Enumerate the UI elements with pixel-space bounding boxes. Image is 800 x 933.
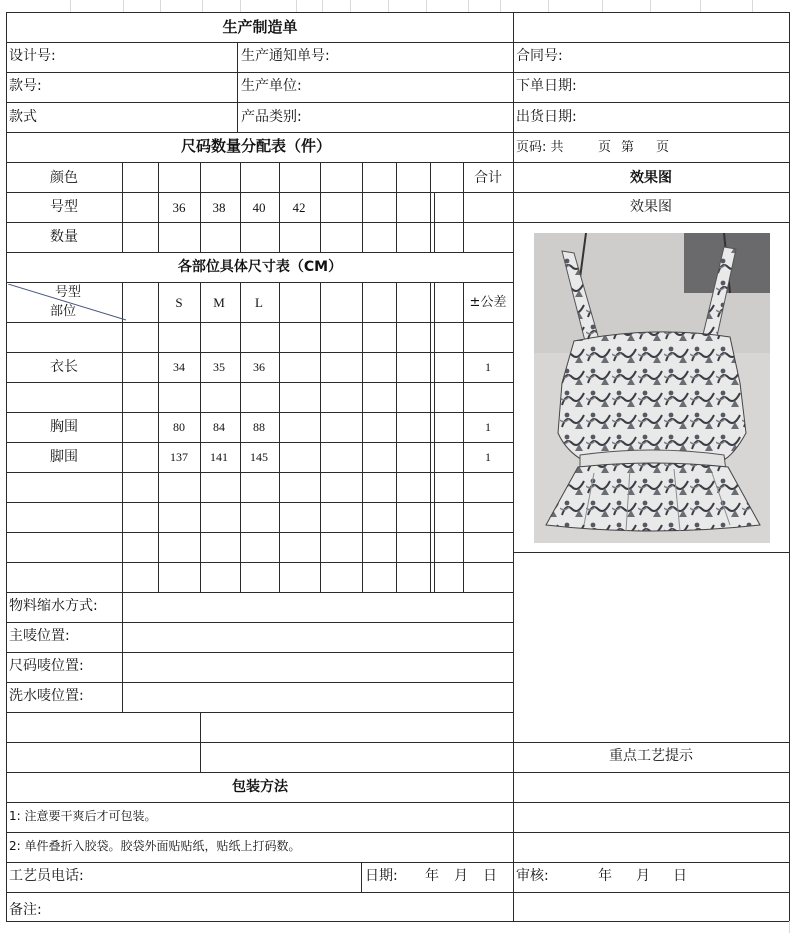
grid-line [430,282,431,592]
producer-label: 生产单位: [241,78,302,94]
grid-line [322,0,323,12]
design-no-label: 设计号: [9,48,56,64]
effect-header: 效果图 [630,170,672,186]
quantity-label: 数量 [50,229,78,245]
camisole-icon [534,233,770,543]
grid-line [6,252,513,253]
grid-line [513,42,789,43]
grid-line [200,162,201,252]
grid-line [123,0,124,12]
measure-tolerance: 1 [485,360,491,374]
grid-line [513,742,789,743]
grid-line [6,72,513,73]
effect-label: 效果图 [630,199,672,215]
grid-line [6,682,513,683]
grid-line [6,192,513,193]
grid-line [468,0,469,12]
grid-line [6,382,513,383]
grid-line [240,0,241,12]
grid-line [122,592,123,712]
grid-line [513,832,789,833]
measure-value: 34 [173,360,185,374]
grid-line [320,282,321,592]
measure-value: 141 [210,450,228,464]
grid-line [6,322,513,323]
grid-line [513,222,789,223]
grid-line [122,162,123,252]
grid-line [6,502,513,503]
grid-line [350,0,351,12]
grid-line [548,0,549,12]
grid-line [396,282,397,592]
grid-line [6,282,513,283]
page-total-unit: 页 [598,140,612,155]
grid-line [240,162,241,252]
review-day: 日 [673,868,687,884]
grid-line [513,72,789,73]
grid-line [650,0,651,12]
grid-line [6,42,513,43]
product-effect-image [534,233,770,543]
grid-line [513,102,789,103]
grid-line [6,832,513,833]
grid-line [158,162,159,252]
grid-line [434,192,435,252]
packing-title: 包装方法 [232,779,288,795]
grid-line [513,132,789,133]
ship-date-label: 出货日期: [516,109,577,125]
review-label: 审核: [516,868,549,884]
measure-size-header: M [213,295,225,310]
grid-line [426,0,427,12]
measure-value: 145 [250,450,268,464]
order-date-label: 下单日期: [516,78,577,94]
style-label: 款式 [9,109,37,125]
grid-line [463,162,464,252]
grid-line [513,862,789,863]
grid-line [388,0,389,12]
measure-value: 35 [213,360,225,374]
measure-tolerance: 1 [485,420,491,434]
phone-label: 工艺员电话: [9,868,84,884]
qty-section-title: 尺码数量分配表（件） [180,137,332,155]
grid-line [513,162,789,163]
packing-note: 1: 注意要干爽后才可包装。 [9,809,157,823]
grid-line [6,921,789,922]
wash-label-position: 洗水唛位置: [9,688,84,704]
grid-line [396,162,397,252]
grid-line [513,192,789,193]
packing-note: 2: 单件叠折入胶袋。胶袋外面贴贴纸，贴纸上打码数。 [9,839,301,853]
grid-line [6,862,513,863]
grid-line [513,552,789,553]
shrink-label: 物料缩水方式: [9,598,98,614]
grid-line [6,12,7,921]
grid-line [6,652,513,653]
grid-line [430,162,431,252]
measure-value: 137 [170,450,188,464]
measure-value: 80 [173,420,185,434]
size-label-position: 尺码唛位置: [9,658,84,674]
grid-line [6,772,513,773]
grid-line [122,282,123,592]
grid-line [6,622,513,623]
grid-line [6,712,513,713]
date-day: 日 [483,868,497,884]
measure-part: 衣长 [50,359,78,375]
grid-line [320,162,321,252]
measure-size-header: S [175,295,183,310]
grid-line [434,282,435,592]
grid-line [602,0,603,12]
grid-line [789,12,790,921]
size-row-label: 号型 [50,199,78,215]
measure-size-header: L [255,295,263,310]
page-current-label: 第 [621,140,635,155]
main-label-position: 主唛位置: [9,628,70,644]
grid-line [362,162,363,252]
contract-no-label: 合同号: [516,48,563,64]
grid-line [6,562,513,563]
grid-line [6,412,513,413]
page-current-unit: 页 [656,140,670,155]
measure-value: 88 [253,420,265,434]
grid-line [361,862,362,892]
grid-line [513,802,789,803]
page-total-label: 页码: 共 [516,140,564,155]
grid-line [513,892,789,893]
sheet-title: 生产制造单 [222,18,298,36]
grid-line [6,892,513,893]
grid-line [362,282,363,592]
grid-line [500,0,501,12]
style-no-label: 款号: [9,78,42,94]
grid-line [6,222,513,223]
size-cell: 42 [292,200,306,215]
remark-label: 备注: [9,902,42,918]
grid-line [6,472,513,473]
measure-value: 84 [213,420,225,434]
grid-line [279,282,280,592]
grid-line [700,0,701,12]
date-label: 日期: [365,868,398,884]
total-label: 合计 [474,170,502,186]
grid-line [279,162,280,252]
size-cell: 40 [252,200,266,215]
grid-line [6,132,513,133]
corner-size-label: 号型 [55,285,82,300]
notice-no-label: 生产通知单号: [241,48,330,64]
grid-line [240,282,241,592]
grid-line [6,352,513,353]
grid-line [6,742,513,743]
category-label: 产品类别: [241,109,302,125]
measure-part: 脚围 [50,449,78,465]
grid-line [202,0,203,12]
review-year: 年 [598,868,612,884]
grid-line [158,282,159,592]
measure-value: 36 [253,360,265,374]
grid-line [160,0,161,12]
craft-tips-label: 重点工艺提示 [609,748,693,764]
grid-line [6,442,513,443]
grid-line [513,12,514,921]
date-month: 月 [454,868,468,884]
tolerance-header: ±公差 [469,295,507,310]
grid-line [70,0,71,12]
measure-tolerance: 1 [485,450,491,464]
grid-line [200,282,201,592]
measure-title: 各部位具体尺寸表（CM） [177,259,343,275]
grid-line [6,102,513,103]
corner-part-label: 部位 [50,304,77,319]
measure-part: 胸围 [50,419,78,435]
grid-line [513,772,789,773]
grid-line [296,0,297,12]
grid-line [6,802,513,803]
review-month: 月 [636,868,650,884]
grid-line [200,712,201,772]
size-cell: 38 [212,200,226,215]
grid-line [6,12,789,13]
date-year: 年 [425,868,439,884]
grid-line [6,592,513,593]
color-label: 颜色 [50,170,78,186]
grid-line [6,162,513,163]
size-cell: 36 [172,200,186,215]
grid-line [6,532,513,533]
grid-line [752,0,753,12]
grid-line [463,282,464,592]
grid-line [237,42,238,132]
